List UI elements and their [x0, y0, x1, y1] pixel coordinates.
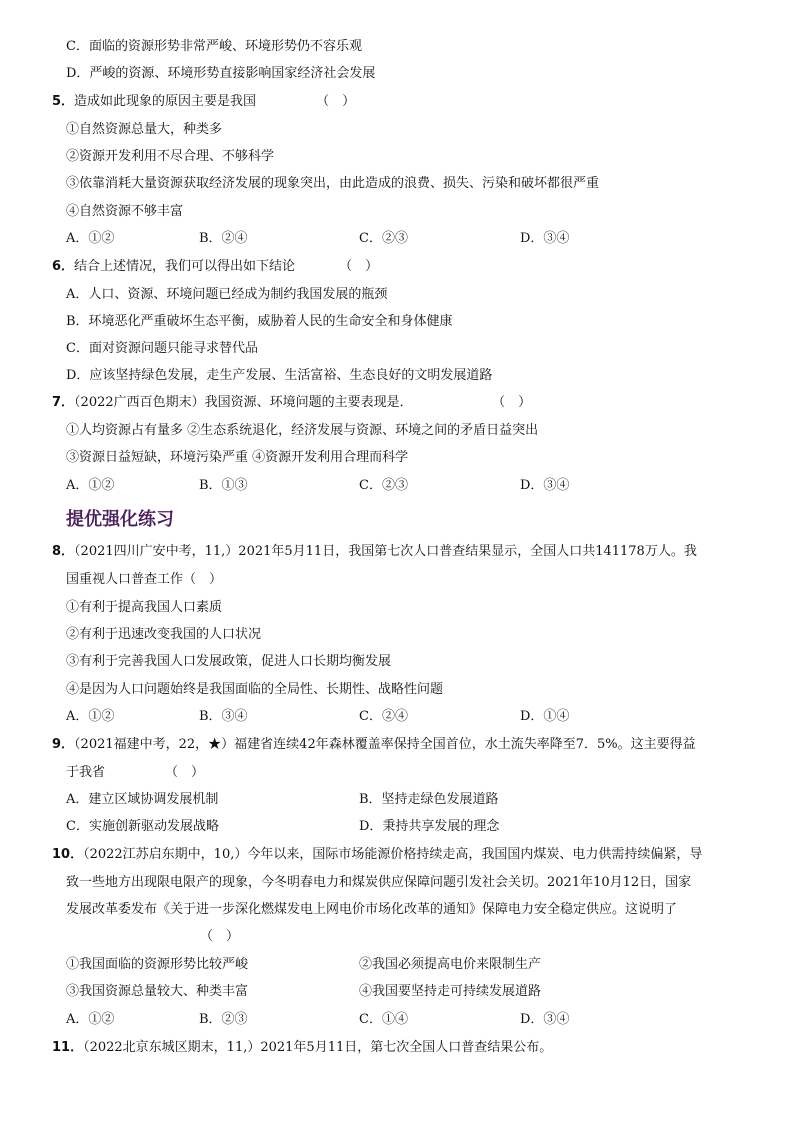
q8-item-4: ④是因为人口问题始终是我国面临的全局性、长期性、战略性问题 [66, 682, 444, 697]
q9-option-b: B．坚持走绿色发展道路 [359, 792, 499, 807]
q10-item-4: ④我国要坚持走可持续发展道路 [359, 984, 542, 999]
q4-option-d: D．严峻的资源、环境形势直接影响国家经济社会发展 [66, 66, 376, 81]
q5-item-3: ③依靠消耗大量资源获取经济发展的现象突出，由此造成的浪费、损失、污染和破坏都很严重 [66, 176, 600, 191]
q8-number: 8． [52, 544, 75, 559]
q7-choice-d: D．③④ [520, 478, 570, 493]
q7-item-1: ①人均资源占有量多 ②生态系统退化，经济发展与资源、环境之间的矛盾日益突出 [66, 423, 539, 438]
q10-choice-b: B．②③ [199, 1012, 248, 1027]
q8-choice-d: D．①④ [520, 709, 570, 724]
q5-choice-d: D．③④ [520, 231, 570, 246]
q9-option-d: D．秉持共享发展的理念 [359, 819, 500, 834]
q5-choice-c: C．②③ [359, 231, 408, 246]
q5-choice-b: B．②④ [199, 231, 248, 246]
q4-option-c: C．面临的资源形势非常严峻、环境形势仍不容乐观 [66, 39, 362, 54]
q5-item-2: ②资源开发利用不尽合理、不够科学 [66, 149, 275, 164]
q9-stem-line-1 [52, 736, 696, 754]
q6-number: 6． [52, 259, 75, 274]
q8-stem-line-2: 国重视人口普查工作（ ） [66, 572, 223, 587]
q9-answer-bracket: （ ） [165, 765, 205, 780]
q8-item-1: ①有利于提高我国人口素质 [66, 600, 223, 615]
q8-text-1: （2021四川广安中考，11,）2021年5月11日，我国第七次人口普查结果显示，全国人口共141178万人。我 [74, 544, 697, 559]
q6-text: 结合上述情况，我们可以得出如下结论 [74, 259, 296, 274]
q10-number: 10． [52, 847, 84, 862]
q5-answer-bracket: （ ） [316, 94, 356, 109]
q8-stem-line-1 [52, 543, 697, 561]
q6-stem [52, 258, 378, 276]
q7-number: 7． [52, 395, 75, 410]
q10-answer-bracket: （ ） [200, 929, 240, 944]
q8-choice-a: A．①② [66, 709, 115, 724]
q10-choice-c: C．①④ [359, 1012, 408, 1027]
q9-option-a: A．建立区域协调发展机制 [66, 792, 219, 807]
q8-choice-b: B．③④ [199, 709, 248, 724]
q8-item-2: ②有利于迅速改变我国的人口状况 [66, 627, 262, 642]
q9-stem-line-2 [66, 764, 204, 782]
q10-choice-a: A．①② [66, 1012, 115, 1027]
q11-text: （2022北京东城区期末，11,）2021年5月11日，第七次全国人口普查结果公布。 [83, 1040, 553, 1055]
section-title: 提优强化练习 [66, 509, 174, 530]
q9-option-c: C．实施创新驱动发展战略 [66, 819, 219, 834]
q11-stem [52, 1039, 552, 1057]
q5-number: 5． [52, 94, 75, 109]
q5-text: 造成如此现象的原因主要是我国 [74, 94, 257, 109]
q7-choice-c: C．②③ [359, 478, 408, 493]
q6-option-d: D．应该坚持绿色发展，走生产发展、生活富裕、生态良好的文明发展道路 [66, 368, 493, 383]
q10-stem-line-3: 发展改革委发布《关于进一步深化燃煤发电上网电价市场化改革的通知》保障电力安全稳定供应。这说明了 [66, 902, 678, 917]
q5-item-1: ①自然资源总量大，种类多 [66, 122, 223, 137]
q9-number: 9． [52, 737, 75, 752]
q7-item-2: ③资源日益短缺，环境污染严重 ④资源开发利用合理而科学 [66, 450, 409, 465]
q10-item-3: ③我国资源总量较大、种类丰富 [66, 984, 249, 999]
q6-answer-bracket: （ ） [339, 259, 379, 274]
q10-item-1: ①我国面临的资源形势比较严峻 [66, 957, 249, 972]
q10-text-1: （2022江苏启东期中，10,）今年以来，国际市场能源价格持续走高，我国国内煤炭、电力供需持续偏紧，导 [83, 847, 703, 862]
q10-stem-line-1 [52, 846, 702, 864]
q6-option-b: B．环境恶化严重破坏生态平衡，威胁着人民的生命安全和身体健康 [66, 314, 453, 329]
q5-stem [52, 93, 355, 111]
q8-choice-c: C．②④ [359, 709, 408, 724]
q6-option-c: C．面对资源问题只能寻求替代品 [66, 341, 258, 356]
q5-item-4: ④自然资源不够丰富 [66, 204, 184, 219]
q5-choice-a: A．①② [66, 231, 115, 246]
q9-text-2: 于我省 [66, 765, 106, 780]
q9-text-1: （2021福建中考，22，★）福建省连续42年森林覆盖率保持全国首位，水土流失率降至7．5%。这主要得益 [74, 737, 696, 752]
q10-item-2: ②我国必须提高电价来限制生产 [359, 957, 542, 972]
q7-choice-b: B．①③ [199, 478, 248, 493]
q11-number: 11． [52, 1040, 84, 1055]
q7-stem [52, 394, 531, 412]
q10-choice-d: D．③④ [520, 1012, 570, 1027]
q10-stem-line-2: 致一些地方出现限电限产的现象，今冬明春电力和煤炭供应保障问题引发社会关切。2021年10月12日，国家 [66, 875, 692, 890]
q8-item-3: ③有利于完善我国人口发展政策，促进人口长期均衡发展 [66, 654, 392, 669]
q7-answer-bracket: （ ） [498, 395, 532, 410]
q7-choice-a: A．①② [66, 478, 115, 493]
q6-option-a: A．人口、资源、环境问题已经成为制约我国发展的瓶颈 [66, 287, 388, 302]
q7-text: （2022广西百色期末）我国资源、环境问题的主要表现是． [74, 395, 413, 410]
